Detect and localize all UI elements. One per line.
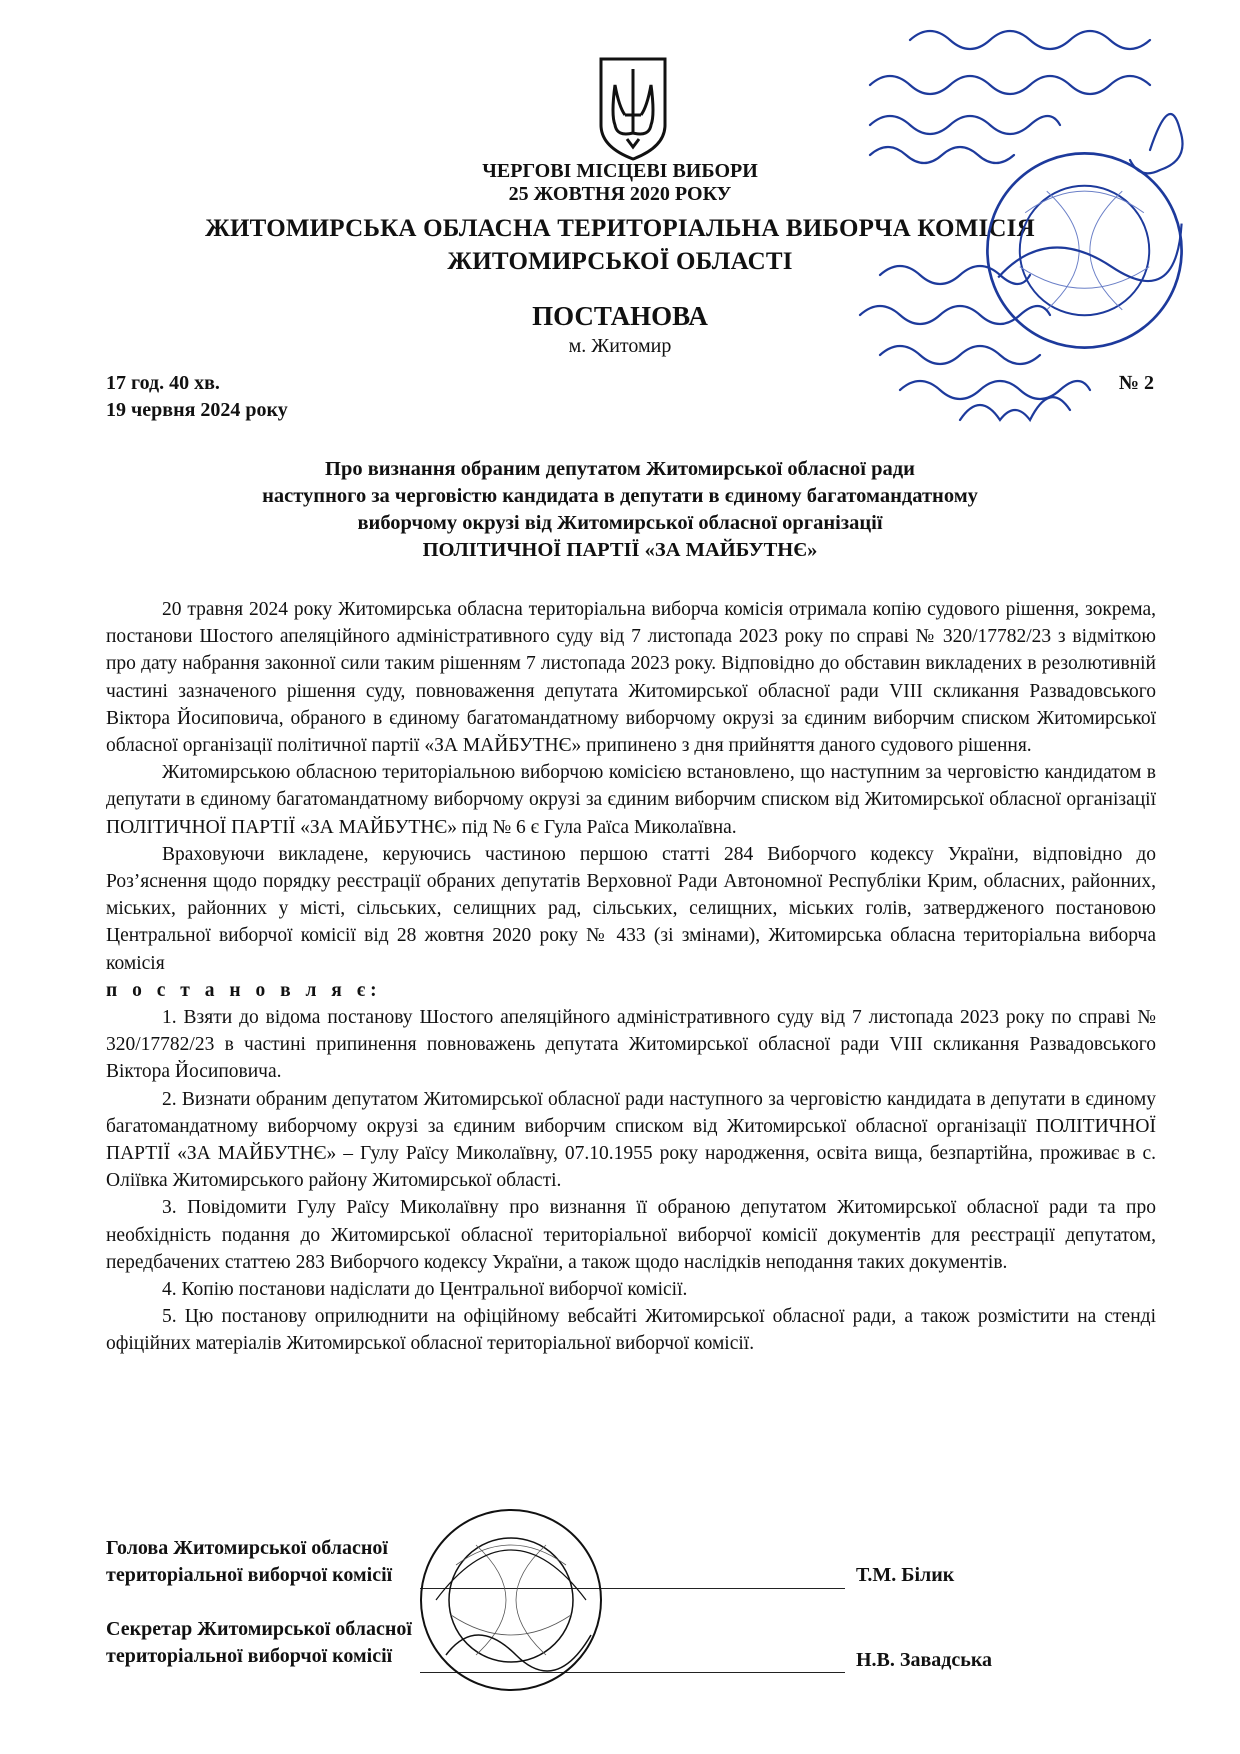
subject-line-2: наступного за черговістю кандидата в депутати в єдиному багатомандатному	[262, 485, 978, 507]
chair-title-line-2: територіальної виборчої комісії	[106, 1564, 393, 1586]
commission-line-1: ЖИТОМИРСЬКА ОБЛАСНА ТЕРИТОРІАЛЬНА ВИБОРЧА КОМІСІЯ	[205, 215, 1035, 242]
secretary-title-line-1: Секретар Житомирської обласної	[106, 1618, 412, 1640]
decision-date: 19 червня 2024 року	[106, 399, 288, 421]
decision-time: 17 год. 40 хв.	[106, 372, 220, 394]
paragraph-1: 20 травня 2024 року Житомирська обласна територіальна виборча комісія отримала копію судового рішення, зокрема, постанови Шостого апеляційного адміністративного суду від 7 листопада 2023 року по справі № 320/17782/23 з відміткою про дату набрання законної сили таким рішенням 7 листопада 2023 року. Відповідно до обставин викладених в резолютивній частині зазначеного рішення суду, повноваження депутата Житомирської обласної ради VIII скликання Развадовського Віктора Йосиповича, обраного в єдиному багатомандатному виборчому окрузі за єдиним виборчим списком Житомирської обласної організації політичної партії «ЗА МАЙБУТНЄ» припинено з дня прийняття даного судового рішення.	[106, 599, 1156, 757]
election-name: ЧЕРГОВІ МІСЦЕВІ ВИБОРИ	[482, 160, 758, 182]
subject-line-1: Про визнання обраним депутатом Житомирської обласної ради	[325, 458, 915, 480]
resolution-item: 3. Повідомити Гулу Раїсу Миколаївну про визнання її обраною депутатом Житомирської обласної ради та про необхідність подання до Житомирської обласної територіальної виборчої комісії документів для реєстрації депутатом, передбачених статтею 283 Виборчого кодексу України, а також щодо наслідків неподання таких документів.	[106, 1197, 1156, 1273]
resolution-item: 1. Взяти до відома постанову Шостого апеляційного адміністративного суду від 7 листопада 2023 року по справі № 320/17782/23 в частині припинення повноважень депутата Житомирської обласної ради VIII скликання Развадовського Віктора Йосиповича.	[106, 1007, 1156, 1083]
resolution-item: 4. Копію постанови надіслати до Центральної виборчої комісії.	[162, 1279, 688, 1301]
document-body	[106, 596, 1156, 1358]
handwritten-certification	[840, 10, 1230, 430]
resolution-item: 2. Визнати обраним депутатом Житомирської обласної ради наступного за черговістю кандидата в депутати в єдиному багатомандатному виборчому окрузі за єдиним виборчим списком від Житомирської обласної організації ПОЛІТИЧНОЇ ПАРТІЇ «ЗА МАЙБУТНЄ» – Гулу Раїсу Миколаївну, 07.10.1955 року народження, освіта вища, безпартійна, проживає в с. Оліївка Житомирського району Житомирської області.	[106, 1088, 1156, 1192]
subject-line-4: ПОЛІТИЧНОЇ ПАРТІЇ «ЗА МАЙБУТНЄ»	[422, 539, 818, 561]
city: м. Житомир	[568, 335, 672, 357]
official-stamp	[416, 1505, 606, 1695]
paragraph-3: Враховуючи викладене, керуючись частиною першою статті 284 Виборчого кодексу України, відповідно до Роз’яснення щодо порядку реєстрації обраних депутатів Верховної Ради Автономної Республіки Крим, обласних, районних, міських, районних у місті, сільських, селищних рад, сільських, селищних, міських голів, затвердженого постановою Центральної виборчої комісії від 28 жовтня 2020 року № 433 (зі змінами), Житомирська обласна територіальна виборча комісія	[106, 843, 1156, 974]
commission-line-2: ЖИТОМИРСЬКОЇ ОБЛАСТІ	[447, 248, 793, 275]
decision-number: № 2	[1118, 372, 1154, 394]
chair-title-line-1: Голова Житомирської обласної	[106, 1537, 388, 1559]
election-date: 25 ЖОВТНЯ 2020 РОКУ	[508, 183, 732, 205]
chair-name: Т.М. Білик	[856, 1564, 955, 1586]
secretary-name: Н.В. Завадська	[856, 1649, 993, 1671]
paragraph-2: Житомирською обласною територіальною виборчою комісією встановлено, що наступним за черговістю кандидатом в депутати в єдиному багатомандатному виборчому окрузі за єдиним виборчим списком від Житомирської обласної організації ПОЛІТИЧНОЇ ПАРТІЇ «ЗА МАЙБУТНЄ» під № 6 є Гула Раїса Миколаївна.	[106, 762, 1156, 838]
resolution-list	[106, 1004, 1156, 1358]
subject-line-3: виборчому окрузі від Житомирської обласної організації	[357, 512, 883, 534]
coat-of-arms-icon	[597, 55, 669, 163]
document-type: ПОСТАНОВА	[532, 301, 708, 331]
secretary-title-line-2: територіальної виборчої комісії	[106, 1645, 393, 1667]
document-subject	[0, 456, 1240, 564]
resolution-item: 5. Цю постанову оприлюднити на офіційному вебсайті Житомирської обласної ради, а також розмістити на стенді офіційних матеріалів Житомирської обласної територіальної виборчої комісії.	[106, 1306, 1156, 1355]
resolves-heading: п о с т а н о в л я є:	[106, 979, 382, 1001]
